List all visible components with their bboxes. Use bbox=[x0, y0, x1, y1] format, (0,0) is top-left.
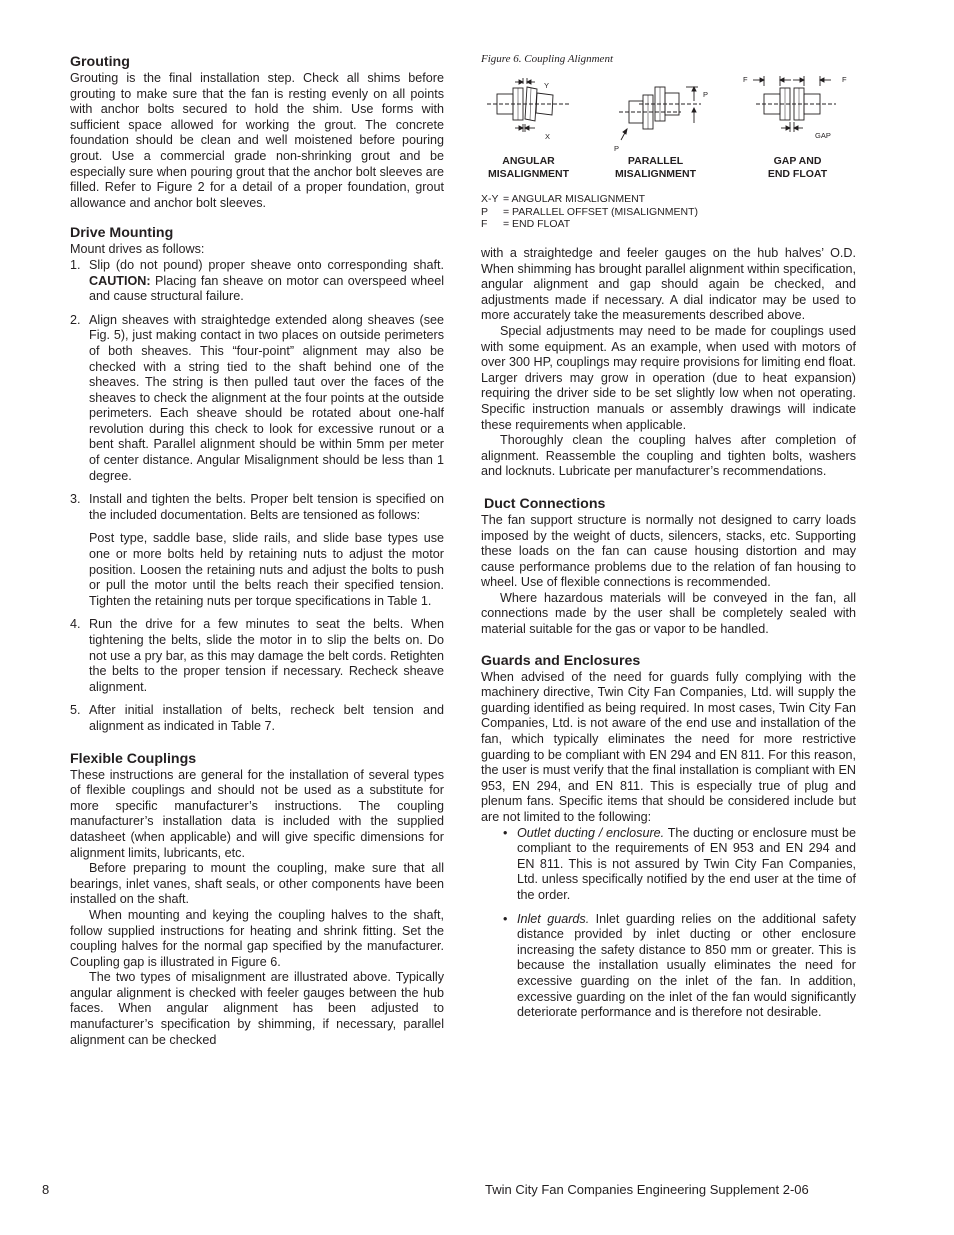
page-number: 8 bbox=[42, 1182, 50, 1197]
label-f-right: F bbox=[842, 75, 847, 84]
label-y: Y bbox=[544, 81, 550, 90]
parallel-misalignment-diagram bbox=[619, 87, 701, 140]
gap-end-float-label bbox=[750, 155, 845, 181]
drive-mounting-section bbox=[70, 225, 444, 734]
guards-section bbox=[481, 653, 856, 1021]
caution-label: CAUTION: bbox=[89, 273, 151, 288]
guards-list bbox=[481, 826, 856, 1021]
drive-steps-list bbox=[70, 258, 444, 524]
bullet-text: The ducting or enclosure must be compliant to the requirements of EN 953 and EN 294 and EN 811. This is not assured by Twin City Fan Companies, Ltd. unless specifically notified by the end user at the time of the order. bbox=[517, 825, 857, 902]
label-line: ANGULAR bbox=[502, 155, 555, 167]
step-number: 3. bbox=[70, 492, 81, 507]
step-number: 2. bbox=[70, 312, 81, 327]
legend-value: = PARALLEL OFFSET (MISALIGNMENT) bbox=[503, 205, 698, 218]
duct-connections-heading: Duct Connections bbox=[484, 495, 606, 512]
angular-misalignment-label bbox=[481, 155, 576, 181]
bullet-lead: Inlet guards. bbox=[517, 911, 590, 926]
parallel-misalignment-label bbox=[608, 155, 703, 181]
drive-step-3-detail: Post type, saddle base, slide rails, and slide base types use one or more bolts held by retaining nuts to adjust the motor position. Loosen the retaining nuts and adjust the bolts to push or pull the motor until the belts reach their specified tension. Tighten the retaining nuts per torque specifications in Table 1. bbox=[89, 531, 444, 608]
figure-legend bbox=[481, 193, 698, 231]
legend-key: X-Y bbox=[481, 193, 499, 205]
bullet-text: Inlet guarding relies on the additional safety distance provided by inlet ducting or other enclosure increasing the safety distance to 850 mm or greater. This is because the installation usually eliminates the need for excessive guarding on the inlet of the fan. In addition, excessive guarding on the inlet of the fan would significantly deteriorate performance and is therefore not desirable. bbox=[517, 911, 856, 1020]
drive-mounting-heading: Drive Mounting bbox=[70, 225, 174, 242]
step-text: Slip (do not pound) proper sheave onto corresponding shaft. bbox=[89, 257, 444, 272]
drive-step-2 bbox=[70, 313, 444, 485]
label-p-top: P bbox=[703, 90, 709, 99]
legend-value: = ANGULAR MISALIGNMENT bbox=[503, 193, 646, 205]
label-line: MISALIGNMENT bbox=[487, 168, 570, 180]
label-line: END FLOAT bbox=[767, 168, 828, 180]
couplings-paragraph-1: These instructions are general for the installation of several types of flexible couplings and should not be used as a substitute for more specific manufacturer’s instructions. The coupling manufacturer’s installation data is included with the supplied datasheet (when applicable) and will give specific dimensions for alignment limits, lubricants, etc. bbox=[70, 767, 444, 860]
step-number: 5. bbox=[70, 703, 81, 718]
step-text: Align sheaves with straightedge extended along sheaves (see Fig. 5), just making contact in two places on outside perimeters of both sheaves. This “four-point” alignment may also be checked with a string tied to the shaft behind one of the sheaves. The string is then pulled taut over the faces of the sheaves to check the alignment at the four points at the outside perimeters. Each sheave should be rotated about one-half revolution during this check to look for excessive runout or a bent shaft. Parallel alignment should be within 5mm per meter of center distance. Angular Misalignment should be less than 1 degree. bbox=[89, 312, 444, 483]
drive-intro: Mount drives as follows: bbox=[70, 242, 205, 257]
label-line: GAP AND bbox=[773, 155, 822, 167]
bullet-icon: • bbox=[503, 911, 508, 926]
right-column bbox=[481, 246, 856, 1029]
duct-paragraph-2: Where hazardous materials will be conveyed in the fan, all connections made by the user shall be completely sealed with material suitable for the gas or vapor to be handled. bbox=[481, 590, 856, 637]
guards-heading: Guards and Enclosures bbox=[481, 652, 641, 669]
figure-caption: Figure 6. Coupling Alignment bbox=[481, 53, 613, 65]
grouting-section bbox=[70, 54, 444, 211]
publication-title: Twin City Fan Companies Engineering Supplement 2-06 bbox=[485, 1182, 809, 1197]
drive-step-5 bbox=[70, 703, 444, 734]
bullet-icon: • bbox=[503, 825, 508, 840]
drive-steps-list-continued bbox=[70, 617, 444, 734]
couplings-paragraph-4: The two types of misalignment are illustrated above. Typically angular alignment is checked with feeler gauges between the hub faces. When angular alignment has been adjusted to manufacturer’s specification by shimming, if necessary, parallel alignment can be checked bbox=[70, 970, 444, 1047]
label-x: X bbox=[545, 132, 551, 141]
grouting-text: Grouting is the final installation step. Check all shims before grouting to make sure that the fan is resting evenly on all points with anchor bolts secured to hold the shim. Use forms with sufficient space allowed for working the grout. The concrete foundation should be clean and well moistened before pouring grout. Use a commercial grade non-shrinking grout and be especially sure when pouring grout that the anchor bolt sleeves are filled. Refer to Figure 2 for a detail of a proper foundation, grout allowance and anchor bolt sleeves. bbox=[70, 71, 444, 210]
flexible-couplings-section bbox=[70, 751, 444, 1049]
step-number: 1. bbox=[70, 257, 81, 272]
legend-row bbox=[481, 218, 698, 231]
couplings-paragraph-7: Thoroughly clean the coupling halves after completion of alignment. Reassemble the coupling and tighten bolts, washers and locknuts. Lubricate per manufacturer’s recommendations. bbox=[481, 433, 856, 479]
label-f-left: F bbox=[743, 75, 748, 84]
step-text: Placing fan sheave on motor can overspeed wheel and cause structural failure. bbox=[89, 273, 444, 304]
couplings-paragraph-6: Special adjustments may need to be made for couplings used with some equipment. As an example, when used with motors of over 300 HP, couplings may require provisions for limiting end float. Larger drivers may grow in operation (due to heat expansion) requiring the driver side to be set slightly low when not operating. Specific instruction manuals or assembly drawings will indicate these requirements when applicable. bbox=[481, 323, 856, 432]
step-text: After initial installation of belts, recheck belt tension and alignment as indicated in Table 7. bbox=[89, 703, 444, 733]
drive-step-4 bbox=[70, 617, 444, 695]
coupling-alignment-figure bbox=[481, 68, 861, 160]
couplings-continued bbox=[481, 246, 856, 480]
legend-row bbox=[481, 193, 698, 206]
guards-item-outlet bbox=[481, 826, 856, 904]
gap-end-float-diagram bbox=[753, 76, 836, 132]
legend-key: P bbox=[481, 205, 489, 218]
duct-paragraph-1: The fan support structure is normally not designed to carry loads imposed by the weight of ducts, silencers, stacks, etc. Supporting these loads on the fan can cause housing distortion and may cause performance problems due to the relation of fan housing to wheel. Use of flexible connections is recommended. bbox=[481, 512, 856, 590]
left-column bbox=[70, 54, 444, 1048]
guards-paragraph-1: When advised of the need for guards fully complying with the machinery directive, Twin City Fan Companies, Ltd. will supply the guarding identified as being required. In most cases, Twin City Fan Companies, Ltd. is not aware of the end use and installation of the fan, which typically eliminates the need for more restrictive guarding to be compliant with EN 294 and EN 811. For this reason, the user is must verify that the final installation is compliant with EN 953, EN 294, and EN 811. This is especially true of plug and plenum fans. Specific items that should be considered include but are not limited to the following: bbox=[481, 669, 856, 824]
step-text: Install and tighten the belts. Proper belt tension is specified on the included documentation. Belts are tensioned as follows: bbox=[89, 492, 444, 522]
angular-misalignment-diagram bbox=[487, 78, 569, 132]
label-line: PARALLEL bbox=[627, 155, 684, 167]
label-gap: GAP bbox=[815, 131, 831, 140]
step-text: Run the drive for a few minutes to seat the belts. When tightening the belts, slide the motor in to slip the belts on. Do not use a pry bar, as this may damage the belt cords. Retighten the belts to the proper tension if necessary. Recheck sheave alignment. bbox=[89, 617, 444, 694]
label-p-bottom: P bbox=[614, 144, 620, 153]
grouting-heading: Grouting bbox=[70, 54, 130, 70]
drive-step-1 bbox=[70, 258, 444, 305]
couplings-paragraph-5: with a straightedge and feeler gauges on the hub halves’ O.D. When shimming has brought parallel alignment within specification, angular alignment and gap should again be checked, and adjustments made if necessary. A dial indicator may be used to more accurately take the measurements described above. bbox=[481, 246, 856, 323]
step-number: 4. bbox=[70, 617, 81, 632]
bullet-lead: Outlet ducting / enclosure. bbox=[517, 825, 665, 840]
drive-step-3 bbox=[70, 492, 444, 523]
couplings-paragraph-3: When mounting and keying the coupling halves to the shaft, follow supplied instructions for heating and shrink fitting. Set the coupling halves for the normal gap specified by the manufacturer. Coupling gap is illustrated in Figure 6. bbox=[70, 907, 444, 969]
legend-value: = END FLOAT bbox=[503, 218, 571, 230]
duct-connections-section bbox=[481, 496, 856, 638]
legend-row bbox=[481, 206, 698, 219]
guards-item-inlet bbox=[481, 912, 856, 1021]
couplings-paragraph-2: Before preparing to mount the coupling, make sure that all bearings, inlet vanes, shaft seals, or other components have been installed on the shaft. bbox=[70, 861, 444, 907]
label-line: MISALIGNMENT bbox=[614, 168, 697, 180]
legend-key: F bbox=[481, 218, 488, 230]
flexible-couplings-heading: Flexible Couplings bbox=[70, 750, 197, 767]
